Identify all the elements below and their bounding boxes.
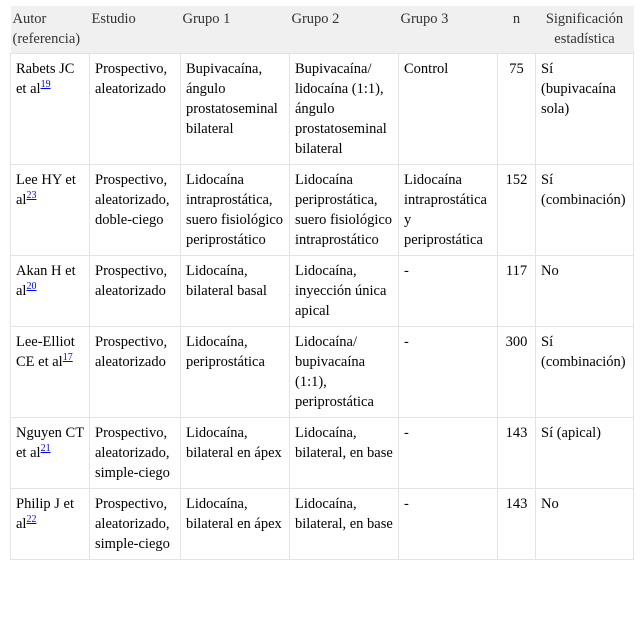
table-row: [11, 54, 634, 165]
reference-sup: [26, 278, 36, 292]
cell-grupo3: Lidocaína intraprostática y periprostática: [399, 165, 498, 256]
header-row: [11, 6, 634, 54]
table-row: [11, 489, 634, 560]
cell-grupo2: Lidocaína, bilateral, en base: [290, 489, 399, 560]
cell-autor: [11, 418, 90, 489]
reference-link[interactable]: 17: [62, 352, 73, 364]
reference-sup: [63, 349, 73, 363]
autor-text: Akan H et al: [16, 263, 76, 299]
cell-grupo3: -: [399, 327, 498, 418]
cell-grupo3: -: [399, 256, 498, 327]
reference-sup: [26, 187, 36, 201]
cell-n: 117: [498, 256, 536, 327]
header-grupo2: Grupo 2: [290, 6, 399, 54]
cell-significacion: No: [536, 489, 634, 560]
cell-grupo2: Lidocaína/ bupivacaína (1:1), periprostática: [290, 327, 399, 418]
cell-n: 143: [498, 489, 536, 560]
cell-grupo2: Lidocaína, bilateral, en base: [290, 418, 399, 489]
cell-grupo3: -: [399, 418, 498, 489]
cell-grupo1: Lidocaína, bilateral basal: [181, 256, 290, 327]
cell-estudio: Prospectivo, aleatorizado, simple-ciego: [90, 489, 181, 560]
reference-sup: [41, 76, 51, 90]
autor-text: Lee-Elliot CE et al: [16, 334, 75, 370]
cell-significacion: Sí (combinación): [536, 165, 634, 256]
cell-grupo2: Bupivacaína/ lidocaína (1:1), ángulo prostatoseminal bilateral: [290, 54, 399, 165]
cell-n: 300: [498, 327, 536, 418]
cell-significacion: Sí (apical): [536, 418, 634, 489]
cell-grupo1: Lidocaína intraprostática, suero fisiológico periprostático: [181, 165, 290, 256]
cell-grupo1: Lidocaína, periprostática: [181, 327, 290, 418]
header-grupo3: Grupo 3: [399, 6, 498, 54]
cell-grupo3: -: [399, 489, 498, 560]
autor-text: Philip J et al: [16, 496, 75, 532]
anesthesia-studies-table: [10, 6, 634, 560]
header-estudio: Estudio: [90, 6, 181, 54]
cell-estudio: Prospectivo, aleatorizado: [90, 54, 181, 165]
cell-n: 143: [498, 418, 536, 489]
table-row: [11, 256, 634, 327]
cell-n: 152: [498, 165, 536, 256]
cell-grupo1: Lidocaína, bilateral en ápex: [181, 418, 290, 489]
cell-significacion: No: [536, 256, 634, 327]
cell-autor: [11, 256, 90, 327]
header-n: n: [498, 6, 536, 54]
cell-autor: [11, 165, 90, 256]
cell-grupo2: Lidocaína periprostática, suero fisiológico intraprostático: [290, 165, 399, 256]
autor-text: Lee HY et al: [16, 172, 76, 208]
autor-text: Nguyen CT et al: [16, 425, 84, 461]
cell-grupo1: Bupivacaína, ángulo prostatoseminal bilateral: [181, 54, 290, 165]
table-row: [11, 327, 634, 418]
table-header: [11, 6, 634, 54]
table-row: [11, 165, 634, 256]
header-grupo1: Grupo 1: [181, 6, 290, 54]
cell-autor: [11, 54, 90, 165]
cell-autor: [11, 489, 90, 560]
cell-n: 75: [498, 54, 536, 165]
reference-link[interactable]: 20: [26, 281, 37, 293]
cell-estudio: Prospectivo, aleatorizado, simple-ciego: [90, 418, 181, 489]
cell-estudio: Prospectivo, aleatorizado: [90, 327, 181, 418]
cell-grupo1: Lidocaína, bilateral en ápex: [181, 489, 290, 560]
reference-link[interactable]: 23: [26, 190, 37, 202]
cell-estudio: Prospectivo, aleatorizado: [90, 256, 181, 327]
cell-significacion: Sí (combinación): [536, 327, 634, 418]
reference-link[interactable]: 21: [40, 443, 51, 455]
reference-link[interactable]: 22: [26, 514, 37, 526]
cell-grupo3: Control: [399, 54, 498, 165]
table-body: [11, 54, 634, 560]
reference-link[interactable]: 19: [40, 79, 51, 91]
cell-autor: [11, 327, 90, 418]
table-row: [11, 418, 634, 489]
header-autor: Autor (referencia): [11, 6, 90, 54]
reference-sup: [41, 440, 51, 454]
cell-significacion: Sí (bupivacaína sola): [536, 54, 634, 165]
header-significacion: Significación estadística: [536, 6, 634, 54]
reference-sup: [26, 511, 36, 525]
autor-text: Rabets JC et al: [16, 61, 75, 97]
cell-estudio: Prospectivo, aleatorizado, doble-ciego: [90, 165, 181, 256]
cell-grupo2: Lidocaína, inyección única apical: [290, 256, 399, 327]
